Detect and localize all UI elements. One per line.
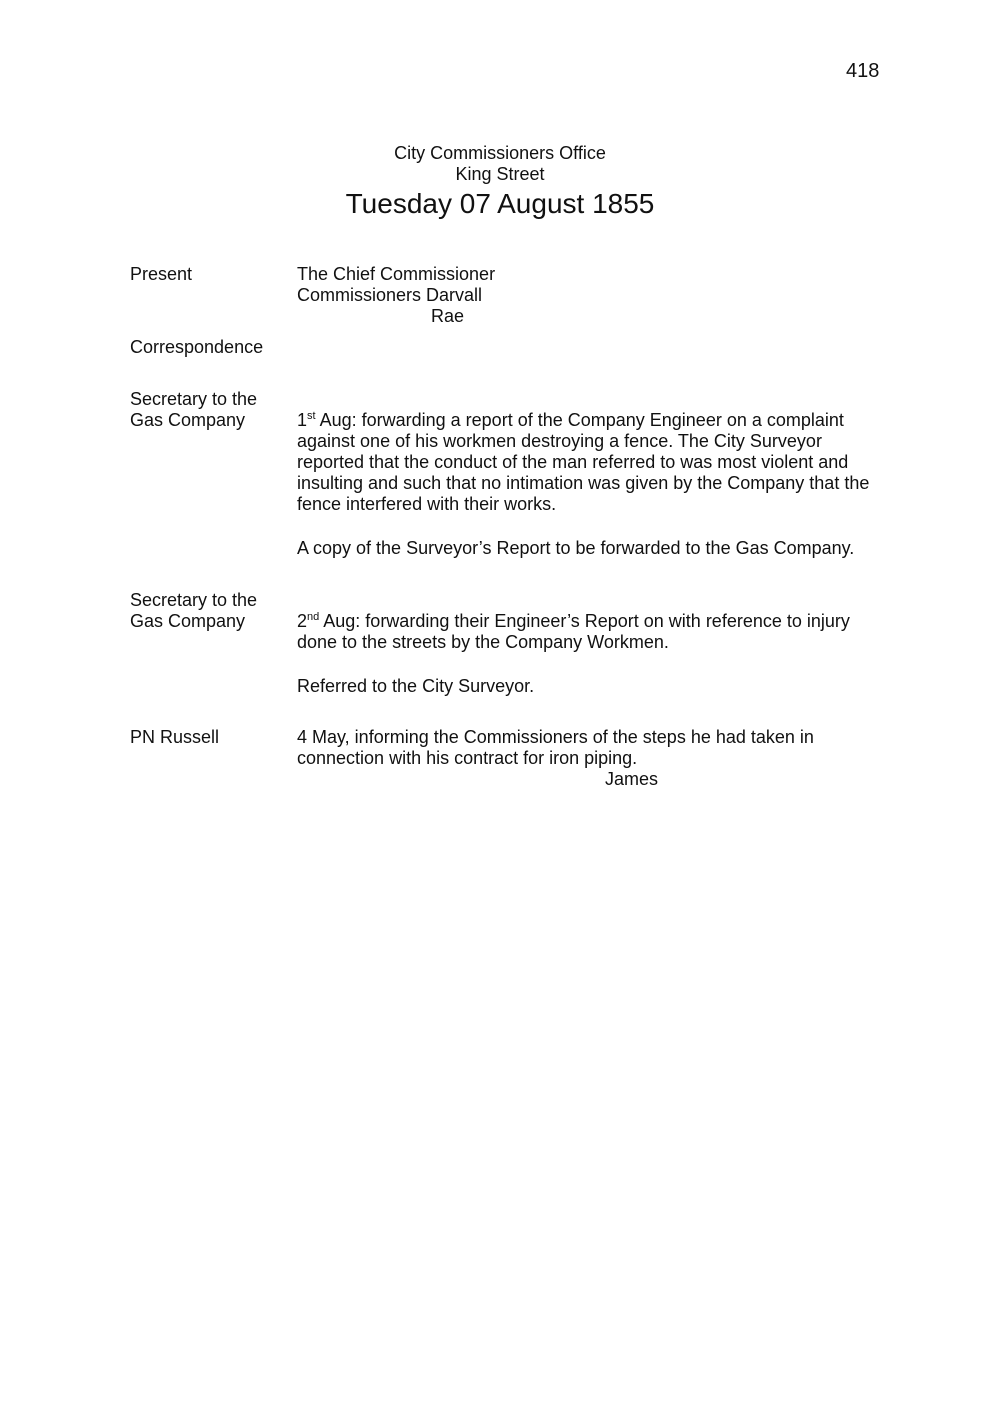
entry-line: insulting and such that no intimation was given by the Company that the bbox=[297, 473, 870, 493]
entry-sender-line: PN Russell bbox=[130, 727, 220, 747]
entry-ordinal: st bbox=[307, 410, 316, 422]
entry-ordinal: nd bbox=[307, 611, 320, 623]
office-name: City Commissioners Office bbox=[394, 143, 606, 163]
minutes-header bbox=[0, 143, 1000, 221]
entry-resolution: A copy of the Surveyor’s Report to be forwarded to the Gas Company. bbox=[297, 538, 855, 558]
entry-sender bbox=[130, 727, 219, 748]
present-member: Rae bbox=[431, 306, 465, 326]
entry-line: done to the streets by the Company Workmen. bbox=[297, 632, 669, 652]
entry-resolution: Referred to the City Surveyor. bbox=[297, 676, 535, 696]
entry-line: reported that the conduct of the man referred to was most violent and bbox=[297, 452, 849, 472]
entry-body bbox=[297, 410, 869, 515]
entry-body bbox=[297, 611, 850, 653]
entry-day: 1 bbox=[297, 410, 308, 430]
entry-sender bbox=[130, 590, 257, 632]
present-list bbox=[297, 264, 495, 327]
entry-line bbox=[297, 410, 869, 431]
entry-signature: James bbox=[605, 769, 659, 789]
entry-sender-line: Gas Company bbox=[130, 410, 246, 430]
page-number: 418 bbox=[846, 60, 880, 82]
present-member: Commissioners Darvall bbox=[297, 285, 483, 305]
entry-body bbox=[297, 727, 814, 790]
entry-line-text: Aug: forwarding their Engineer’s Report on with reference to injury bbox=[319, 611, 850, 631]
entry-line-text: Aug: forwarding a report of the Company Engineer on a complaint bbox=[315, 410, 844, 430]
entry-sender-line: Secretary to the bbox=[130, 590, 258, 610]
entry-line: 4 May, informing the Commissioners of the steps he had taken in bbox=[297, 727, 814, 747]
entry-line: connection with his contract for iron piping. bbox=[297, 748, 638, 768]
correspondence-heading: Correspondence bbox=[130, 337, 264, 357]
entry-day: 2 bbox=[297, 611, 308, 631]
entry-sender-line: Gas Company bbox=[130, 611, 246, 631]
entry-line: against one of his workmen destroying a fence. The City Surveyor bbox=[297, 431, 822, 451]
present-member: The Chief Commissioner bbox=[297, 264, 496, 284]
meeting-date: Tuesday 07 August 1855 bbox=[345, 188, 655, 219]
entry-line: fence interfered with their works. bbox=[297, 494, 557, 514]
entry-line bbox=[297, 611, 850, 632]
entry-sender-line: Secretary to the bbox=[130, 389, 258, 409]
entry-sender bbox=[130, 389, 257, 431]
present-label: Present bbox=[130, 264, 193, 284]
office-street: King Street bbox=[455, 164, 545, 184]
